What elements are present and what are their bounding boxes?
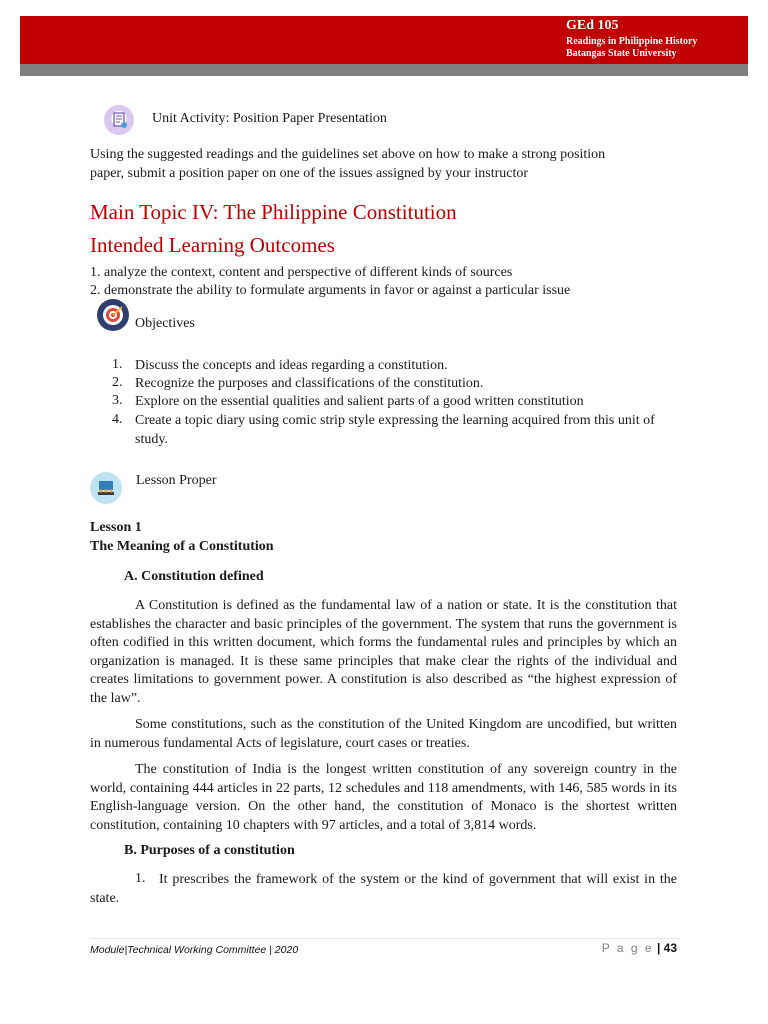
paragraph-constitution-defined: A Constitution is defined as the fundamental law of a nation or state. It is the constitution that establishes the character and basic principles of the government. The system that runs the government is often codified in this written document, which forms the fundamental rules and principles by which an organization is managed. It is these same principles that make clear the rights of the individual and creates limitations to government power. A constitution is also described as “the highest expression of the law”. [90,598,677,706]
objective-number: 4. [112,412,123,427]
unit-activity-body-line2: paper, submit a position paper on one of the issues assigned by your instructor [90,166,529,181]
page-number: 43 [663,941,677,955]
ilo-heading: Intended Learning Outcomes [90,233,335,257]
objective-number: 3. [112,393,123,408]
lesson-number: Lesson 1 [90,520,142,535]
page-number-block [602,941,677,955]
ilo-item: 2. demonstrate the ability to formulate arguments in favor or against a particular issue [90,283,571,298]
course-title: Readings in Philippine History [566,36,698,47]
classroom-icon [90,472,122,504]
header-gray-stripe [20,64,748,76]
university-name: Batangas State University [566,48,677,59]
page-separator: | [656,941,661,955]
target-icon [97,299,129,331]
unit-activity-label: Unit Activity: Position Paper Presentation [152,111,387,126]
lesson-proper-label: Lesson Proper [136,473,217,488]
footer-divider [90,938,680,939]
lesson-title: The Meaning of a Constitution [90,539,274,554]
unit-activity-body-line1: Using the suggested readings and the guidelines set above on how to make a strong position [90,147,606,162]
objectives-label: Objectives [135,316,195,331]
objective-text: Discuss the concepts and ideas regarding a constitution. [135,358,448,373]
purpose-number: 1. [135,871,146,886]
objective-text: Explore on the essential qualities and salient parts of a good written constitution [135,394,584,409]
purpose-text: It prescribes the framework of the system or the kind of government that will exist in the state. [90,872,677,906]
footer-module-credit: Module|Technical Working Committee | 2020 [90,944,299,956]
objective-text: Create a topic diary using comic strip style expressing the learning acquired from this unit of study. [135,413,655,447]
objective-text: Recognize the purposes and classifications of the constitution. [135,376,484,391]
objective-number: 1. [112,357,123,372]
section-b-heading: B. Purposes of a constitution [124,843,295,858]
ilo-item: 1. analyze the context, content and perspective of different kinds of sources [90,265,513,280]
main-topic-heading: Main Topic IV: The Philippine Constitution [90,200,457,224]
page-label: P a g e [601,941,654,955]
objective-number: 2. [112,375,123,390]
paragraph-uncodified: Some constitutions, such as the constitution of the United Kingdom are uncodified, but written in numerous fundamental Acts of legislature, court cases or treaties. [90,717,677,751]
paragraph-india-monaco: The constitution of India is the longest written constitution of any sovereign country in the world, containing 444 articles in 22 parts, 12 schedules and 118 amendments, with 146, 585 words in its English-language version. On the other hand, the constitution of Monaco is the shortest written constitution, containing 10 chapters with 97 articles, and a total of 3,814 words. [90,762,677,833]
course-code: GEd 105 [566,18,619,33]
document-activity-icon [104,105,134,135]
section-a-heading: A. Constitution defined [124,569,264,584]
